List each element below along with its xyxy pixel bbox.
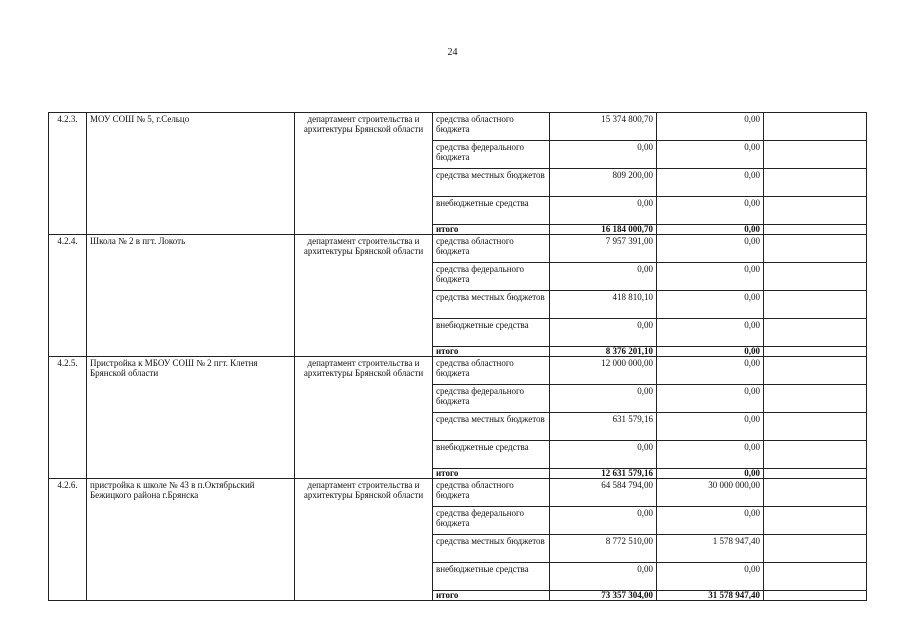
empty-cell	[764, 535, 867, 563]
total-col-2: 31 578 947,40	[657, 591, 764, 601]
amount-col-2: 0,00	[657, 235, 764, 263]
amount-col-2: 0,00	[657, 291, 764, 319]
empty-cell	[764, 225, 867, 235]
amount-col-2: 0,00	[657, 563, 764, 591]
amount-col-1: 0,00	[550, 441, 657, 469]
total-label: итого	[433, 225, 550, 235]
amount-col-2: 0,00	[657, 263, 764, 291]
empty-cell	[764, 479, 867, 507]
amount-col-1: 0,00	[550, 385, 657, 413]
amount-col-1: 0,00	[550, 263, 657, 291]
empty-cell	[764, 113, 867, 141]
empty-cell	[764, 235, 867, 263]
empty-cell	[764, 319, 867, 347]
amount-col-2: 0,00	[657, 169, 764, 197]
amount-col-1: 0,00	[550, 563, 657, 591]
total-col-1: 8 376 201,10	[550, 347, 657, 357]
total-col-1: 16 184 000,70	[550, 225, 657, 235]
funding-source: средства местных бюджетов	[433, 535, 550, 563]
amount-col-1: 0,00	[550, 197, 657, 225]
table-row	[49, 113, 867, 141]
amount-col-1: 0,00	[550, 319, 657, 347]
total-label: итого	[433, 469, 550, 479]
empty-cell	[764, 413, 867, 441]
amount-col-1: 64 584 794,00	[550, 479, 657, 507]
funding-source: средства областного бюджета	[433, 113, 550, 141]
empty-cell	[764, 141, 867, 169]
table-row	[49, 235, 867, 263]
empty-cell	[764, 563, 867, 591]
funding-source: средства местных бюджетов	[433, 291, 550, 319]
amount-col-1: 631 579,16	[550, 413, 657, 441]
amount-col-2: 0,00	[657, 441, 764, 469]
total-col-2: 0,00	[657, 347, 764, 357]
amount-col-2: 1 578 947,40	[657, 535, 764, 563]
amount-col-1: 0,00	[550, 141, 657, 169]
row-number: 4.2.5.	[49, 357, 87, 479]
object-name: пристройка к школе № 43 в п.Октябрьский Бежицкого района г.Брянска	[87, 479, 295, 601]
amount-col-1: 418 810,10	[550, 291, 657, 319]
funding-source: внебюджетные средства	[433, 319, 550, 347]
empty-cell	[764, 291, 867, 319]
funding-source: средства местных бюджетов	[433, 169, 550, 197]
empty-cell	[764, 385, 867, 413]
funding-source: средства областного бюджета	[433, 235, 550, 263]
amount-col-2: 0,00	[657, 507, 764, 535]
executor: департамент строительства и архитектуры Брянской области	[295, 357, 433, 479]
amount-col-1: 7 957 391,00	[550, 235, 657, 263]
empty-cell	[764, 469, 867, 479]
empty-cell	[764, 507, 867, 535]
amount-col-1: 15 374 800,70	[550, 113, 657, 141]
row-number: 4.2.6.	[49, 479, 87, 601]
amount-col-2: 0,00	[657, 113, 764, 141]
amount-col-1: 0,00	[550, 507, 657, 535]
empty-cell	[764, 347, 867, 357]
amount-col-1: 12 000 000,00	[550, 357, 657, 385]
funding-source: средства федерального бюджета	[433, 141, 550, 169]
total-col-1: 73 357 304,00	[550, 591, 657, 601]
row-number: 4.2.4.	[49, 235, 87, 357]
object-name: Пристройка к МБОУ СОШ № 2 пгт. Клетня Брянской области	[87, 357, 295, 479]
object-name: Школа № 2 в пгт. Локоть	[87, 235, 295, 357]
amount-col-1: 8 772 510,00	[550, 535, 657, 563]
funding-source: средства местных бюджетов	[433, 413, 550, 441]
total-label: итого	[433, 347, 550, 357]
amount-col-1: 809 200,00	[550, 169, 657, 197]
table-row	[49, 357, 867, 385]
page-number: 24	[447, 47, 458, 58]
total-col-2: 0,00	[657, 225, 764, 235]
executor: департамент строительства и архитектуры Брянской области	[295, 113, 433, 235]
amount-col-2: 0,00	[657, 141, 764, 169]
amount-col-2: 0,00	[657, 197, 764, 225]
empty-cell	[764, 441, 867, 469]
executor: департамент строительства и архитектуры Брянской области	[295, 479, 433, 601]
funding-source: средства федерального бюджета	[433, 263, 550, 291]
funding-source: средства федерального бюджета	[433, 385, 550, 413]
row-number: 4.2.3.	[49, 113, 87, 235]
amount-col-2: 30 000 000,00	[657, 479, 764, 507]
empty-cell	[764, 357, 867, 385]
total-col-2: 0,00	[657, 469, 764, 479]
budget-table	[48, 112, 867, 601]
amount-col-2: 0,00	[657, 385, 764, 413]
object-name: МОУ СОШ № 5, г.Сельцо	[87, 113, 295, 235]
empty-cell	[764, 169, 867, 197]
empty-cell	[764, 197, 867, 225]
funding-source: внебюджетные средства	[433, 441, 550, 469]
table-row	[49, 479, 867, 507]
amount-col-2: 0,00	[657, 319, 764, 347]
funding-source: средства федерального бюджета	[433, 507, 550, 535]
amount-col-2: 0,00	[657, 413, 764, 441]
funding-source: внебюджетные средства	[433, 197, 550, 225]
amount-col-2: 0,00	[657, 357, 764, 385]
funding-source: внебюджетные средства	[433, 563, 550, 591]
empty-cell	[764, 263, 867, 291]
total-label: итого	[433, 591, 550, 601]
total-col-1: 12 631 579,16	[550, 469, 657, 479]
funding-source: средства областного бюджета	[433, 479, 550, 507]
empty-cell	[764, 591, 867, 601]
funding-source: средства областного бюджета	[433, 357, 550, 385]
executor: департамент строительства и архитектуры Брянской области	[295, 235, 433, 357]
